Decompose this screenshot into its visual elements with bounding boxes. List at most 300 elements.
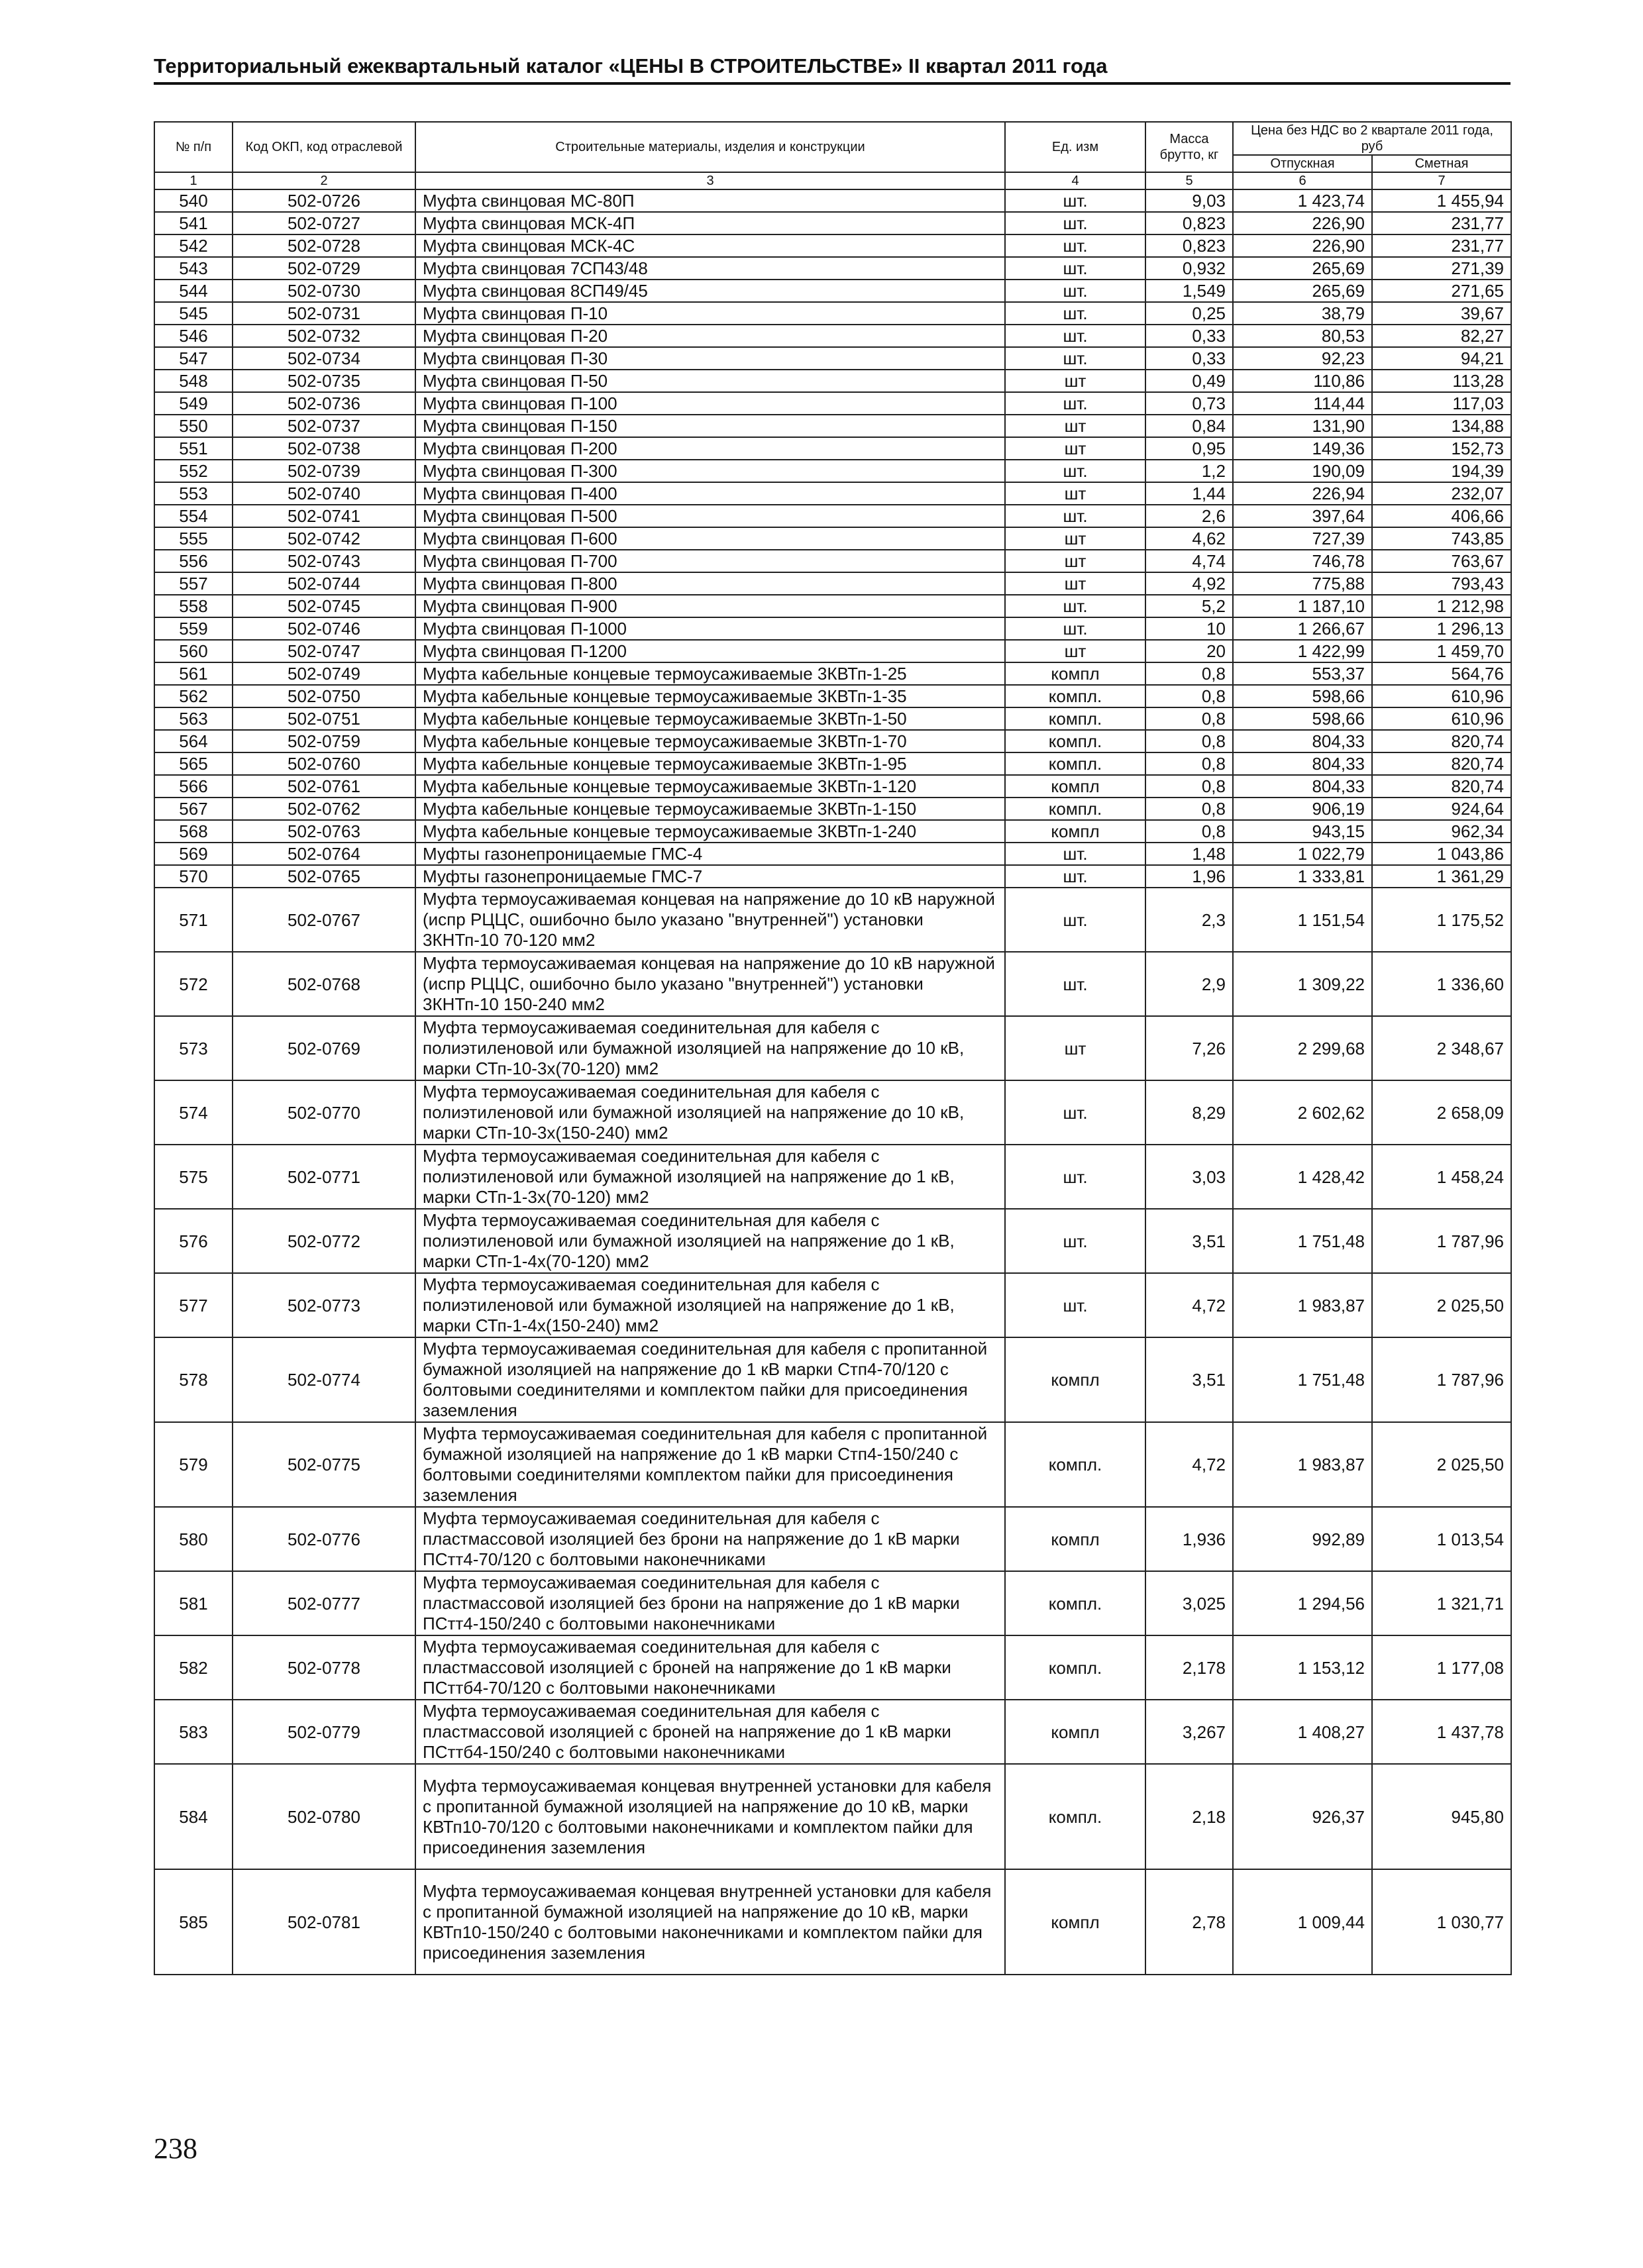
row-number: 556 [154, 550, 233, 572]
product-code: 502-0768 [233, 952, 415, 1016]
mass: 0,8 [1145, 730, 1233, 752]
release-price: 1 422,99 [1233, 640, 1372, 662]
release-price: 131,90 [1233, 415, 1372, 437]
mass: 20 [1145, 640, 1233, 662]
product-code: 502-0738 [233, 437, 415, 460]
unit: компл. [1005, 707, 1145, 730]
table-row [154, 1016, 1511, 1080]
unit: шт. [1005, 952, 1145, 1016]
estimate-price: 962,34 [1372, 820, 1511, 843]
unit: шт. [1005, 1145, 1145, 1209]
release-price: 1 408,27 [1233, 1700, 1372, 1764]
product-name: Муфта кабельные концевые термоусаживаемые 3КВТп-1-70 [415, 730, 1005, 752]
release-price: 397,64 [1233, 505, 1372, 527]
row-number: 541 [154, 212, 233, 234]
mass: 0,8 [1145, 662, 1233, 685]
table-row [154, 888, 1511, 952]
mass: 0,932 [1145, 257, 1233, 280]
product-code: 502-0771 [233, 1145, 415, 1209]
unit: шт [1005, 572, 1145, 595]
row-number: 577 [154, 1273, 233, 1337]
mass: 4,72 [1145, 1422, 1233, 1507]
product-code: 502-0781 [233, 1869, 415, 1975]
product-name: Муфта свинцовая 7СП43/48 [415, 257, 1005, 280]
mass: 3,51 [1145, 1337, 1233, 1422]
product-code: 502-0729 [233, 257, 415, 280]
row-number: 553 [154, 482, 233, 505]
estimate-price: 1 458,24 [1372, 1145, 1511, 1209]
product-name: Муфта термоусаживаемая соединительная для кабеля с полиэтиленовой или бумажной изоляцией на напряжение до 1 кВ, марки СТп-1-4х(150-240) мм2 [415, 1273, 1005, 1337]
product-code: 502-0767 [233, 888, 415, 952]
unit: шт. [1005, 189, 1145, 212]
estimate-price: 1 459,70 [1372, 640, 1511, 662]
mass: 1,549 [1145, 280, 1233, 302]
table-row [154, 798, 1511, 820]
product-name: Муфта термоусаживаемая соединительная для кабеля с пластмассовой изоляцией с броней на напряжение до 1 кВ марки ПСттб4-150/240 с болтовыми наконечниками [415, 1700, 1005, 1764]
estimate-price: 1 336,60 [1372, 952, 1511, 1016]
product-name: Муфта свинцовая П-50 [415, 370, 1005, 392]
release-price: 804,33 [1233, 775, 1372, 798]
product-name: Муфта свинцовая П-1000 [415, 617, 1005, 640]
estimate-price: 1 787,96 [1372, 1209, 1511, 1273]
estimate-price: 1 177,08 [1372, 1635, 1511, 1700]
row-number: 570 [154, 865, 233, 888]
release-price: 110,86 [1233, 370, 1372, 392]
product-name: Муфта свинцовая П-400 [415, 482, 1005, 505]
estimate-price: 2 025,50 [1372, 1422, 1511, 1507]
product-code: 502-0750 [233, 685, 415, 707]
mass: 1,44 [1145, 482, 1233, 505]
table-row [154, 843, 1511, 865]
release-price: 1 294,56 [1233, 1571, 1372, 1635]
release-price: 226,94 [1233, 482, 1372, 505]
table-row [154, 392, 1511, 415]
estimate-price: 820,74 [1372, 775, 1511, 798]
release-price: 906,19 [1233, 798, 1372, 820]
mass: 0,8 [1145, 798, 1233, 820]
mass: 7,26 [1145, 1016, 1233, 1080]
unit: шт [1005, 527, 1145, 550]
unit: шт. [1005, 280, 1145, 302]
product-name: Муфта свинцовая П-200 [415, 437, 1005, 460]
product-code: 502-0731 [233, 302, 415, 325]
mass: 8,29 [1145, 1080, 1233, 1145]
product-code: 502-0749 [233, 662, 415, 685]
unit: шт. [1005, 234, 1145, 257]
row-number: 558 [154, 595, 233, 617]
release-price: 114,44 [1233, 392, 1372, 415]
row-number: 544 [154, 280, 233, 302]
release-price: 598,66 [1233, 685, 1372, 707]
column-number: 4 [1005, 172, 1145, 189]
product-name: Муфта термоусаживаемая концевая внутренней установки для кабеля с пропитанной бумажной изоляцией на напряжение до 10 кВ, марки КВТп10-70/120 с болтовыми наконечниками и комплектом пайки для присоединения заземления [415, 1764, 1005, 1869]
estimate-price: 1 013,54 [1372, 1507, 1511, 1571]
row-number: 551 [154, 437, 233, 460]
estimate-price: 82,27 [1372, 325, 1511, 347]
unit: шт. [1005, 1273, 1145, 1337]
mass: 0,8 [1145, 752, 1233, 775]
product-code: 502-0744 [233, 572, 415, 595]
unit: шт. [1005, 617, 1145, 640]
estimate-price: 1 361,29 [1372, 865, 1511, 888]
mass: 1,96 [1145, 865, 1233, 888]
table-row [154, 775, 1511, 798]
product-name: Муфта свинцовая П-20 [415, 325, 1005, 347]
table-row [154, 662, 1511, 685]
unit: шт. [1005, 888, 1145, 952]
estimate-price: 39,67 [1372, 302, 1511, 325]
header-mass: Масса брутто, кг [1145, 122, 1233, 172]
unit: шт [1005, 370, 1145, 392]
unit: компл [1005, 1700, 1145, 1764]
product-name: Муфта термоусаживаемая соединительная для кабеля с полиэтиленовой или бумажной изоляцией на напряжение до 1 кВ, марки СТп-1-4х(70-120) мм2 [415, 1209, 1005, 1273]
header-price-group: Цена без НДС во 2 квартале 2011 года, руб [1233, 122, 1511, 155]
header-price-release: Отпускная [1233, 155, 1372, 172]
table-row [154, 302, 1511, 325]
row-number: 559 [154, 617, 233, 640]
release-price: 1 983,87 [1233, 1273, 1372, 1337]
row-number: 568 [154, 820, 233, 843]
product-name: Муфта свинцовая МСК-4С [415, 234, 1005, 257]
unit: компл [1005, 775, 1145, 798]
product-code: 502-0735 [233, 370, 415, 392]
estimate-price: 1 437,78 [1372, 1700, 1511, 1764]
mass: 3,51 [1145, 1209, 1233, 1273]
table-row [154, 1422, 1511, 1507]
table-row [154, 752, 1511, 775]
estimate-price: 1 787,96 [1372, 1337, 1511, 1422]
product-code: 502-0728 [233, 234, 415, 257]
unit: компл. [1005, 1635, 1145, 1700]
release-price: 190,09 [1233, 460, 1372, 482]
header-name: Строительные материалы, изделия и конструкции [415, 122, 1005, 172]
row-number: 585 [154, 1869, 233, 1975]
release-price: 149,36 [1233, 437, 1372, 460]
estimate-price: 820,74 [1372, 730, 1511, 752]
unit: шт [1005, 640, 1145, 662]
table-row [154, 460, 1511, 482]
product-code: 502-0760 [233, 752, 415, 775]
table-row [154, 952, 1511, 1016]
row-number: 580 [154, 1507, 233, 1571]
estimate-price: 564,76 [1372, 662, 1511, 685]
table-row [154, 595, 1511, 617]
release-price: 80,53 [1233, 325, 1372, 347]
row-number: 550 [154, 415, 233, 437]
product-name: Муфта свинцовая П-10 [415, 302, 1005, 325]
release-price: 804,33 [1233, 730, 1372, 752]
estimate-price: 820,74 [1372, 752, 1511, 775]
estimate-price: 610,96 [1372, 685, 1511, 707]
product-code: 502-0762 [233, 798, 415, 820]
product-code: 502-0745 [233, 595, 415, 617]
product-code: 502-0742 [233, 527, 415, 550]
product-code: 502-0776 [233, 1507, 415, 1571]
unit: шт. [1005, 302, 1145, 325]
row-number: 564 [154, 730, 233, 752]
release-price: 1 009,44 [1233, 1869, 1372, 1975]
mass: 0,73 [1145, 392, 1233, 415]
product-code: 502-0769 [233, 1016, 415, 1080]
product-name: Муфта термоусаживаемая соединительная для кабеля с пластмассовой изоляцией без брони на напряжение до 1 кВ марки ПСтт4-70/120 с болтовыми наконечниками [415, 1507, 1005, 1571]
release-price: 943,15 [1233, 820, 1372, 843]
header-price-estimate: Сметная [1372, 155, 1511, 172]
mass: 0,33 [1145, 325, 1233, 347]
unit: компл. [1005, 1571, 1145, 1635]
product-code: 502-0739 [233, 460, 415, 482]
row-number: 549 [154, 392, 233, 415]
mass: 0,8 [1145, 775, 1233, 798]
release-price: 598,66 [1233, 707, 1372, 730]
unit: шт [1005, 550, 1145, 572]
table-row [154, 280, 1511, 302]
table-row [154, 370, 1511, 392]
estimate-price: 1 296,13 [1372, 617, 1511, 640]
unit: шт. [1005, 1080, 1145, 1145]
column-number: 6 [1233, 172, 1372, 189]
price-table [154, 121, 1512, 1975]
column-number: 2 [233, 172, 415, 189]
mass: 9,03 [1145, 189, 1233, 212]
release-price: 2 602,62 [1233, 1080, 1372, 1145]
release-price: 804,33 [1233, 752, 1372, 775]
estimate-price: 763,67 [1372, 550, 1511, 572]
unit: компл [1005, 1337, 1145, 1422]
row-number: 582 [154, 1635, 233, 1700]
product-code: 502-0730 [233, 280, 415, 302]
row-number: 562 [154, 685, 233, 707]
release-price: 1 751,48 [1233, 1337, 1372, 1422]
product-name: Муфта свинцовая П-150 [415, 415, 1005, 437]
product-code: 502-0751 [233, 707, 415, 730]
release-price: 1 022,79 [1233, 843, 1372, 865]
product-code: 502-0778 [233, 1635, 415, 1700]
product-code: 502-0726 [233, 189, 415, 212]
column-number: 1 [154, 172, 233, 189]
product-name: Муфта кабельные концевые термоусаживаемые 3КВТп-1-25 [415, 662, 1005, 685]
product-name: Муфта термоусаживаемая соединительная для кабеля с пластмассовой изоляцией без брони на напряжение до 1 кВ марки ПСтт4-150/240 с болтовыми наконечниками [415, 1571, 1005, 1635]
table-row [154, 415, 1511, 437]
table-row [154, 1869, 1511, 1975]
unit: шт. [1005, 460, 1145, 482]
table-row [154, 685, 1511, 707]
unit: компл [1005, 1869, 1145, 1975]
product-code: 502-0746 [233, 617, 415, 640]
product-code: 502-0747 [233, 640, 415, 662]
product-name: Муфта кабельные концевые термоусаживаемые 3КВТп-1-50 [415, 707, 1005, 730]
table-row [154, 707, 1511, 730]
table-row [154, 212, 1511, 234]
mass: 2,3 [1145, 888, 1233, 952]
estimate-price: 1 321,71 [1372, 1571, 1511, 1635]
table-row [154, 865, 1511, 888]
product-name: Муфта свинцовая П-900 [415, 595, 1005, 617]
product-name: Муфта кабельные концевые термоусаживаемые 3КВТп-1-95 [415, 752, 1005, 775]
estimate-price: 152,73 [1372, 437, 1511, 460]
unit: компл [1005, 820, 1145, 843]
mass: 10 [1145, 617, 1233, 640]
table-row [154, 189, 1511, 212]
table-row [154, 527, 1511, 550]
product-code: 502-0772 [233, 1209, 415, 1273]
unit: компл. [1005, 685, 1145, 707]
estimate-price: 231,77 [1372, 212, 1511, 234]
unit: компл [1005, 1507, 1145, 1571]
row-number: 543 [154, 257, 233, 280]
unit: шт [1005, 482, 1145, 505]
mass: 4,74 [1145, 550, 1233, 572]
header-unit: Ед. изм [1005, 122, 1145, 172]
table-row [154, 572, 1511, 595]
table-row [154, 1337, 1511, 1422]
product-code: 502-0761 [233, 775, 415, 798]
estimate-price: 271,39 [1372, 257, 1511, 280]
unit: компл. [1005, 1764, 1145, 1869]
page-title: Территориальный ежеквартальный каталог «ЦЕНЫ В СТРОИТЕЛЬСТВЕ» II квартал 2011 года [154, 54, 1108, 77]
mass: 3,025 [1145, 1571, 1233, 1635]
table-row [154, 1571, 1511, 1635]
unit: шт. [1005, 347, 1145, 370]
table-row [154, 1145, 1511, 1209]
column-number: 3 [415, 172, 1005, 189]
product-name: Муфта термоусаживаемая соединительная для кабеля с полиэтиленовой или бумажной изоляцией на напряжение до 1 кВ, марки СТп-1-3х(70-120) мм2 [415, 1145, 1005, 1209]
unit: шт. [1005, 392, 1145, 415]
table-row [154, 325, 1511, 347]
release-price: 992,89 [1233, 1507, 1372, 1571]
row-number: 581 [154, 1571, 233, 1635]
product-name: Муфта термоусаживаемая концевая на напряжение до 10 кВ наружной (испр РЦЦС, ошибочно было указано "внутренней") установки 3КНТп-10 70-120 мм2 [415, 888, 1005, 952]
release-price: 1 428,42 [1233, 1145, 1372, 1209]
product-name: Муфта свинцовая 8СП49/45 [415, 280, 1005, 302]
estimate-price: 2 658,09 [1372, 1080, 1511, 1145]
product-name: Муфта свинцовая МС-80П [415, 189, 1005, 212]
row-number: 572 [154, 952, 233, 1016]
product-name: Муфта свинцовая П-300 [415, 460, 1005, 482]
product-code: 502-0743 [233, 550, 415, 572]
release-price: 38,79 [1233, 302, 1372, 325]
product-code: 502-0780 [233, 1764, 415, 1869]
product-name: Муфта термоусаживаемая соединительная для кабеля с пропитанной бумажной изоляцией на напряжение до 1 кВ марки Стп4-150/240 с болтовыми соединителями комплектом пайки для присоединения заземления [415, 1422, 1005, 1507]
table-row [154, 1635, 1511, 1700]
row-number: 555 [154, 527, 233, 550]
unit: шт. [1005, 212, 1145, 234]
release-price: 265,69 [1233, 280, 1372, 302]
estimate-price: 134,88 [1372, 415, 1511, 437]
release-price: 2 299,68 [1233, 1016, 1372, 1080]
product-code: 502-0736 [233, 392, 415, 415]
product-code: 502-0734 [233, 347, 415, 370]
table-row [154, 505, 1511, 527]
unit: шт [1005, 1016, 1145, 1080]
release-price: 1 751,48 [1233, 1209, 1372, 1273]
estimate-price: 271,65 [1372, 280, 1511, 302]
table-row [154, 482, 1511, 505]
unit: шт. [1005, 325, 1145, 347]
mass: 4,72 [1145, 1273, 1233, 1337]
release-price: 265,69 [1233, 257, 1372, 280]
estimate-price: 945,80 [1372, 1764, 1511, 1869]
table-row [154, 1507, 1511, 1571]
release-price: 727,39 [1233, 527, 1372, 550]
row-number: 579 [154, 1422, 233, 1507]
estimate-price: 232,07 [1372, 482, 1511, 505]
product-name: Муфта кабельные концевые термоусаживаемые 3КВТп-1-240 [415, 820, 1005, 843]
release-price: 1 309,22 [1233, 952, 1372, 1016]
estimate-price: 924,64 [1372, 798, 1511, 820]
row-number: 547 [154, 347, 233, 370]
product-name: Муфта свинцовая П-1200 [415, 640, 1005, 662]
product-code: 502-0775 [233, 1422, 415, 1507]
estimate-price: 117,03 [1372, 392, 1511, 415]
estimate-price: 406,66 [1372, 505, 1511, 527]
unit: шт. [1005, 505, 1145, 527]
row-number: 569 [154, 843, 233, 865]
release-price: 1 333,81 [1233, 865, 1372, 888]
mass: 2,18 [1145, 1764, 1233, 1869]
product-code: 502-0759 [233, 730, 415, 752]
mass: 1,2 [1145, 460, 1233, 482]
row-number: 575 [154, 1145, 233, 1209]
row-number: 584 [154, 1764, 233, 1869]
column-number: 7 [1372, 172, 1511, 189]
table-row [154, 617, 1511, 640]
row-number: 576 [154, 1209, 233, 1273]
unit: компл. [1005, 730, 1145, 752]
estimate-price: 113,28 [1372, 370, 1511, 392]
page-number: 238 [154, 2132, 197, 2165]
product-name: Муфта термоусаживаемая соединительная для кабеля с полиэтиленовой или бумажной изоляцией на напряжение до 10 кВ, марки СТп-10-3х(70-120) мм2 [415, 1016, 1005, 1080]
row-number: 540 [154, 189, 233, 212]
table-row [154, 550, 1511, 572]
release-price: 1 266,67 [1233, 617, 1372, 640]
unit: шт. [1005, 865, 1145, 888]
table-body [154, 189, 1511, 1975]
product-name: Муфта кабельные концевые термоусаживаемые 3КВТп-1-120 [415, 775, 1005, 798]
product-name: Муфта свинцовая П-600 [415, 527, 1005, 550]
release-price: 226,90 [1233, 234, 1372, 257]
release-price: 1 983,87 [1233, 1422, 1372, 1507]
product-code: 502-0770 [233, 1080, 415, 1145]
release-price: 553,37 [1233, 662, 1372, 685]
product-name: Муфта термоусаживаемая соединительная для кабеля с пропитанной бумажной изоляцией на напряжение до 1 кВ марки Стп4-70/120 с болтовыми соединителями и комплектом пайки для присоединения заземления [415, 1337, 1005, 1422]
table-row [154, 640, 1511, 662]
table-row [154, 437, 1511, 460]
mass: 1,936 [1145, 1507, 1233, 1571]
row-number: 563 [154, 707, 233, 730]
estimate-price: 2 348,67 [1372, 1016, 1511, 1080]
estimate-price: 194,39 [1372, 460, 1511, 482]
table-row [154, 234, 1511, 257]
estimate-price: 231,77 [1372, 234, 1511, 257]
column-number: 5 [1145, 172, 1233, 189]
row-number: 573 [154, 1016, 233, 1080]
product-name: Муфты газонепроницаемые ГМС-4 [415, 843, 1005, 865]
product-code: 502-0732 [233, 325, 415, 347]
mass: 1,48 [1145, 843, 1233, 865]
mass: 0,823 [1145, 212, 1233, 234]
product-name: Муфта термоусаживаемая концевая внутренней установки для кабеля с пропитанной бумажной изоляцией на напряжение до 10 кВ, марки КВТп10-150/240 с болтовыми наконечниками и комплектом пайки для присоединения заземления [415, 1869, 1005, 1975]
product-code: 502-0774 [233, 1337, 415, 1422]
release-price: 926,37 [1233, 1764, 1372, 1869]
product-code: 502-0727 [233, 212, 415, 234]
release-price: 775,88 [1233, 572, 1372, 595]
row-number: 565 [154, 752, 233, 775]
mass: 0,25 [1145, 302, 1233, 325]
product-name: Муфта кабельные концевые термоусаживаемые 3КВТп-1-150 [415, 798, 1005, 820]
release-price: 1 423,74 [1233, 189, 1372, 212]
product-name: Муфта свинцовая П-30 [415, 347, 1005, 370]
release-price: 1 151,54 [1233, 888, 1372, 952]
